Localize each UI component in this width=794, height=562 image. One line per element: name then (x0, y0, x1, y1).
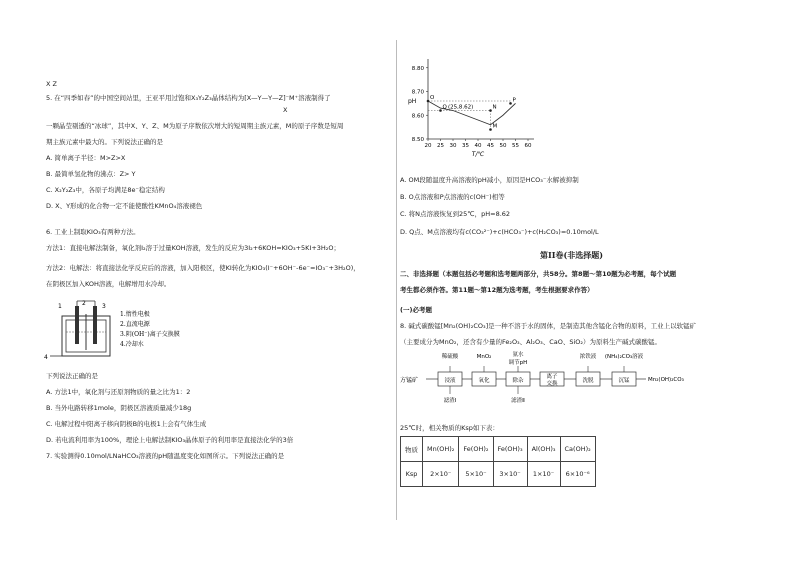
q6-option-d: D. 若电流利用率为100%，理论上电解法制KIO₃晶体原子的利用率是直接法化学的3倍 (46, 436, 294, 444)
x-tick-label: 20 (424, 143, 432, 149)
flow-start: 方锰矿 (400, 377, 419, 384)
y-tick-label: 8.50 (411, 137, 424, 143)
q6-line3: 方法2：电解法：将直接法化学反应后的溶液，加入阳极区，使KI转化为KIO₃(I⁻+6OH⁻-6e⁻=IO₃⁻+3H₂O)， (46, 264, 360, 272)
flow-box-label: 沉锰 (618, 378, 630, 384)
y-tick-label: 8.80 (411, 65, 424, 72)
flow-top-label: 氨水 (512, 352, 524, 358)
sub-title: (一)必考题 (400, 306, 432, 314)
q6-line2: 方法1：直接电解法制备，氧化剂I₂溶于过量KOH溶液，发生的反应为3I₂+6KOH=KIO₃+5KI+3H₂O； (46, 244, 341, 252)
x-tick-label: 30 (449, 143, 457, 149)
q5-line1: 5. 在“四季如春”的中国空间站里，王亚平用过饱和X₃Y₂Z₃晶体结构为[X—Y—Y—Z]⁻M⁺溶液制得了 (46, 94, 331, 102)
q6-option-a: A. 方法1中，氧化剂与还原剂物质的量之比为1：2 (46, 388, 191, 396)
q7-option-b: B. O点溶液和P点溶液的c(OH⁻)相等 (400, 193, 505, 201)
y-tick-label: 8.70 (411, 89, 424, 96)
point-label: Q (442, 104, 447, 111)
q5-option-c: C. X₂Y₂Z₃中，各原子均满足8e⁻稳定结构 (46, 186, 165, 194)
flow-box-label: 离子 (546, 374, 558, 380)
flow-bottom-label: 滤渣Ⅱ (511, 398, 525, 404)
x-tick-label: 25 (437, 143, 444, 149)
table-row (401, 462, 596, 487)
flow-product: Mn₂(OH)₂CO₃ (648, 377, 684, 383)
electrolysis-apparatus (44, 298, 184, 362)
flow-top-label: 调节pH (508, 360, 528, 366)
table-cell: 1×10⁻ (527, 462, 560, 487)
x-tick-label: 40 (474, 143, 482, 149)
table-header-cell: Fe(OH)₂ (459, 437, 493, 462)
x-tick-label: 35 (462, 143, 469, 149)
table-header-cell: Ca(OH)₂ (560, 437, 595, 462)
x-tick-label: 60 (524, 143, 532, 149)
q5-struct-top: X Z (46, 80, 57, 88)
q6-line4: 在阴极区加入KOH溶液，电解增用水冷却。 (46, 280, 171, 288)
q5-option-a: A. 简单离子半径：M>Z>X (46, 154, 126, 162)
q5-option-d: D. X、Y形成的化合物一定不能使酸性KMnO₄溶液褪色 (46, 202, 203, 210)
table-row-label: Ksp (401, 462, 423, 487)
q7-option-a: A. OM段随温度升高溶液的pH减小，原因是HCO₃⁻水解被抑制 (400, 176, 579, 184)
point-coordinate-label: (25,8.62) (448, 104, 474, 111)
electrode-left (75, 306, 79, 344)
point-label: M (492, 123, 498, 130)
x-tick-label: 45 (487, 143, 494, 149)
table-header-cell: Fe(OH)₃ (493, 437, 527, 462)
flow-top-label: 浓铁液 (579, 354, 597, 360)
point-label: O (430, 95, 435, 101)
app-label-1: 1.惰性电极 (120, 311, 150, 318)
q5-struct-bottom: X (283, 106, 288, 114)
table-header-cell: Al(OH)₃ (527, 437, 560, 462)
electrode-right (93, 306, 97, 344)
app-num-1: 1 (58, 303, 62, 310)
flow-bottom-label: 滤渣Ⅰ (443, 398, 457, 404)
section-desc-1: 二、非选择题（本题包括必考题和选考题两部分，共58分。第8题～第10题为必考题，每个试题 (400, 270, 677, 278)
table-cell: 5×10⁻ (459, 462, 493, 487)
x-tick-label: 50 (499, 143, 507, 149)
flow-box-label: 除杂 (512, 378, 524, 384)
flow-box-label: 浸液 (444, 378, 456, 384)
table-cell: 6×10⁻⁶ (560, 462, 595, 487)
table-header-row (401, 437, 596, 462)
column-divider (396, 40, 397, 520)
q6-prompt: 下列说法正确的是 (46, 372, 98, 380)
q7-stem: 7. 实验测得0.10mol/LNaHCO₃溶液的pH随温度变化如图所示。下列说法正确的是 (46, 452, 285, 460)
app-label-4: 4.冷却水 (120, 341, 144, 348)
table-header-cell: Mn(OH)₂ (423, 437, 459, 462)
q5-line2: 一颗晶莹剔透的“冰球”，其中X、Y、Z、M为原子序数依次增大的短周期主族元素，M的原子序数是短周 (46, 122, 344, 130)
flow-box-label: 洗脱 (582, 378, 594, 384)
y-axis-label: pH (408, 98, 417, 105)
q7-option-d: D. Q点、M点溶液均有c(CO₃²⁻)+c(HCO₃⁻)+c(H₂CO₃)=0.10mol/L (400, 228, 599, 236)
point-o (427, 100, 430, 103)
section-title: 第II卷(非选择题) (540, 250, 604, 260)
point-label: P (512, 97, 516, 104)
point-n (489, 109, 492, 112)
q5-option-b: B. 最简单氢化物的沸点：Z> Y (46, 170, 136, 178)
flow-top-label: (NH₄)₂CO₃溶液 (604, 354, 644, 360)
q8-line2: （主要成分为MnO₂，还含有少量的Fe₂O₃、Al₂O₃、CaO、SiO₂）为原料生产碱式碳酸锰。 (400, 338, 662, 346)
app-num-2: 2 (82, 300, 86, 307)
table-intro: 25℃时，相关物质的Ksp如下表： (400, 424, 499, 432)
table-header-cell: 物质 (401, 437, 423, 462)
point-p (509, 102, 512, 105)
x-axis-label: T/℃ (471, 151, 485, 158)
x-tick-label: 55 (512, 143, 519, 149)
ph-temperature-chart (400, 55, 540, 160)
table-cell: 3×10⁻ (493, 462, 527, 487)
app-num-4: 4 (44, 354, 48, 361)
point-m (489, 128, 492, 131)
flow-top-label: 稀硫酸 (441, 354, 459, 360)
q6-line1: 6. 工业上制取KIO₃有两种方法。 (46, 228, 140, 236)
section-desc-2: 考生都必须作答。第11题～第12题为选考题，考生根据要求作答） (400, 286, 594, 294)
process-flowchart (400, 350, 700, 414)
app-num-3: 3 (102, 303, 106, 310)
q7-option-c: C. 将N点溶液恢复到25℃，pH=8.62 (400, 210, 511, 218)
flow-box-label: 氧化 (478, 378, 490, 384)
q6-option-c: C. 电解过程中阳离子移向阴极B的电极1上会有气体生成 (46, 420, 207, 428)
flow-top-label: MnO₂ (476, 354, 492, 360)
q5-line3: 期主族元素中最大的。下列说法正确的是 (46, 138, 163, 146)
point-q (439, 109, 442, 112)
ksp-table (400, 436, 596, 487)
app-label-2: 2.直流电源 (120, 321, 150, 328)
app-label-3: 3.阴(OH⁻)离子交换膜 (120, 331, 180, 338)
y-tick-label: 8.60 (411, 113, 424, 120)
point-label: N (492, 104, 497, 111)
table-cell: 2×10⁻ (423, 462, 459, 487)
q6-option-b: B. 当外电路转移1mole，阴极区溶液质量减少18g (46, 404, 192, 412)
flow-box-label: 交换 (546, 381, 558, 387)
q8-line1: 8. 碱式碳酸锰[Mn₂(OH)₂CO₃]是一种不溶于水的固体，是制造其他含锰化合物的原料，工业上以软锰矿 (400, 322, 697, 330)
